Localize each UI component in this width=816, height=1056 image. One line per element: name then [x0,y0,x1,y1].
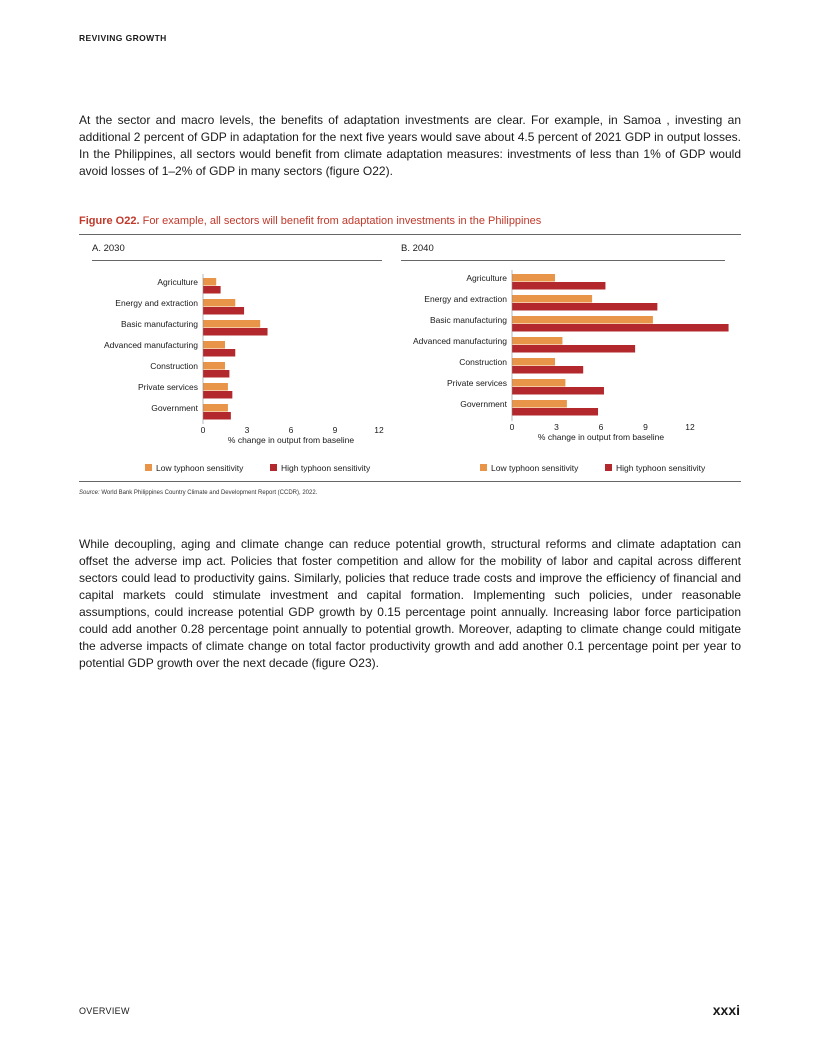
x-tick-label: 0 [200,425,206,435]
bar-low-sensitivity [512,400,567,408]
bar-low-sensitivity [512,274,555,282]
legend-swatch-high [270,464,277,471]
bar-high-sensitivity [512,303,657,311]
category-label: Energy and extraction [424,294,507,304]
legend-label-low: Low typhoon sensitivity [156,463,244,473]
x-tick-label: 6 [598,422,604,432]
x-tick-label: 12 [374,425,384,435]
category-label: Private services [447,378,507,388]
bar-high-sensitivity [203,370,229,378]
bar-high-sensitivity [203,307,244,315]
legend-swatch-high [605,464,612,471]
bar-low-sensitivity [512,316,653,324]
legend-label-high: High typhoon sensitivity [616,463,706,473]
source-label: Source: [79,490,100,496]
x-tick-label: 0 [509,422,515,432]
bar-low-sensitivity [203,320,260,328]
legend-label-high: High typhoon sensitivity [281,463,371,473]
legend-swatch-low [145,464,152,471]
panel-b-rule [401,260,725,261]
bar-high-sensitivity [203,349,235,357]
body-paragraph-2: While decoupling, aging and climate change can reduce potential growth, structural reforms and climate adaptation can offset the adverse imp act. Policies that foster competition and allow for the mobility of labor and capital across different sectors could lead to productivity gains. Similarly, policies that reduce trade costs and improve the efficiency of financial and capital markets could stimulate investment and capital formation. Implementing such policies, under reasonable assumptions, could increase potential GDP growth by 0.15 percentage point annually. Increasing labor force participation could add another 0.28 percentage point annually to potential growth. Moreover, adapting to climate change could mitigate the adverse impacts of climate change on total factor productivity growth and add another 0.1 percentage point per year to potential GDP growth over the next decade (figure O23). [79,537,741,670]
page-number: xxxi [712,1002,740,1018]
category-label: Agriculture [466,273,507,283]
figure-caption-text: For example, all sectors will benefit from adaptation investments in the Philippines [142,215,542,227]
source-text: World Bank Philippines Country Climate and Development Report (CCDR), 2022. [101,490,318,496]
x-axis-label: % change in output from baseline [537,432,665,442]
body-paragraph-1: At the sector and macro levels, the benefits of adaptation investments are clear. For example, in Samoa , investing an additional 2 percent of GDP in adaptation for the next five years would save about 4.5 percent of 2021 GDP in output losses. In the Philippines, all sectors would benefit from climate adaptation measures: investments of less than 1% of GDP would avoid losses of 1–2% of GDP in many sectors (figure O22). [79,113,741,178]
category-label: Construction [459,357,507,367]
x-tick-label: 6 [288,425,294,435]
legend-label-low: Low typhoon sensitivity [491,463,579,473]
category-label: Government [460,399,507,409]
footer-section: OVERVIEW [79,1006,130,1016]
panel-a-title: A. 2030 [92,243,125,254]
bar-low-sensitivity [203,299,235,307]
category-label: Government [151,403,198,413]
bar-high-sensitivity [512,282,605,290]
x-tick-label: 9 [332,425,338,435]
category-label: Basic manufacturing [429,315,507,325]
legend-swatch-low [480,464,487,471]
bar-low-sensitivity [512,379,565,387]
running-head: REVIVING GROWTH [79,33,167,43]
bar-low-sensitivity [203,383,228,391]
bar-high-sensitivity [512,345,635,353]
category-label: Private services [138,382,198,392]
x-tick-label: 9 [643,422,648,432]
bar-high-sensitivity [512,366,583,374]
bar-low-sensitivity [203,341,225,349]
bar-low-sensitivity [512,337,562,345]
bar-low-sensitivity [203,362,225,370]
category-label: Energy and extraction [115,298,198,308]
figure-bottom-rule [79,481,741,482]
category-label: Advanced manufacturing [103,340,198,350]
category-label: Construction [150,361,198,371]
x-axis-label: % change in output from baseline [227,435,355,445]
bar-high-sensitivity [512,408,598,416]
category-label: Advanced manufacturing [412,336,507,346]
bar-high-sensitivity [203,391,232,399]
bar-low-sensitivity [203,278,216,286]
bar-high-sensitivity [203,412,231,420]
panel-a-rule [92,260,382,261]
figure-source [79,490,317,496]
x-tick-label: 3 [244,425,250,435]
chart-2040 [392,262,732,477]
panel-b-title: B. 2040 [401,243,434,254]
chart-2030 [79,262,399,477]
x-tick-label: 3 [554,422,559,432]
figure-caption [79,215,741,227]
bar-high-sensitivity [203,286,221,294]
x-tick-label: 12 [685,422,695,432]
category-label: Basic manufacturing [120,319,198,329]
figure-label: Figure O22. [79,215,140,227]
bar-high-sensitivity [512,324,729,332]
figure-top-rule [79,234,741,235]
bar-low-sensitivity [512,295,592,303]
bar-high-sensitivity [203,328,268,336]
category-label: Agriculture [157,277,198,287]
bar-high-sensitivity [512,387,604,395]
bar-low-sensitivity [512,358,555,366]
bar-low-sensitivity [203,404,228,412]
